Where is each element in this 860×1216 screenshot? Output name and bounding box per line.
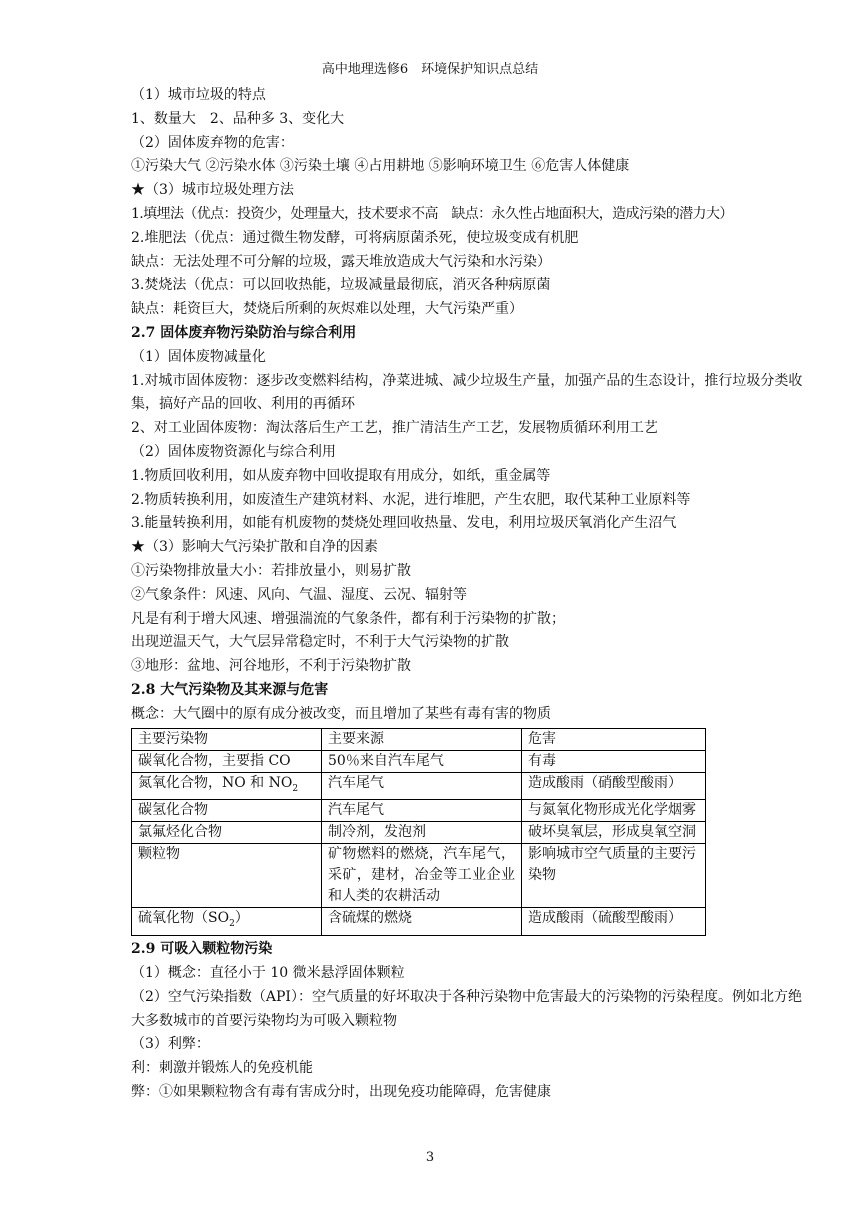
text-line: 2.堆肥法（优点：通过微生物发酵，可将病原菌杀死，使垃圾变成有机肥: [131, 229, 579, 246]
text-line: （1）城市垃圾的特点: [131, 87, 266, 103]
table-cell-text: 硫氧化物（SO: [138, 910, 230, 927]
text-line: 缺点：无法处理不可分解的垃圾，露天堆放造成大气污染和水污染）: [131, 253, 551, 270]
table-cell: 含硫煤的燃烧: [322, 908, 522, 936]
concept-line: 概念：大气圈中的原有成分被改变，而且增加了某些有毒有害的物质: [131, 705, 551, 722]
table-cell: 汽车尾气: [322, 800, 522, 822]
text-line: 1.填埋法（优点：投资少，处理量大，技术要求不高 缺点：永久性占地面积大，造成污染的潜力大）: [131, 205, 733, 222]
text-line: 出现逆温天气，大气层异常稳定时，不利于大气污染物的扩散: [131, 634, 509, 651]
text-line: ①污染大气 ②污染水体 ③污染土壤 ④占用耕地 ⑤影响环境卫生 ⑥危害人体健康: [131, 158, 630, 175]
section-heading-2-8: 2.8 大气污染物及其来源与危害: [131, 681, 329, 698]
text-line: 缺点：耗资巨大，焚烧后所剩的灰烬难以处理，大气污染严重）: [131, 301, 523, 318]
text-line: ★（3）影响大气污染扩散和自净的因素: [131, 539, 378, 556]
text-line: （1）概念：直径小于 10 微米悬浮固体颗粒: [131, 964, 405, 981]
subscript: 2: [292, 783, 299, 794]
page-number: 3: [425, 1150, 435, 1165]
table-header-cell: 危害: [522, 728, 706, 750]
table-cell-text: 氮氧化合物，NO 和 NO: [138, 774, 293, 791]
text-line: 2、对工业固体废物：淘汰落后生产工艺，推广清洁生产工艺，发展物质循环利用工艺: [131, 420, 658, 437]
subscript: 2: [229, 919, 235, 930]
table-cell: 造成酸雨（硝酸型酸雨）: [522, 772, 706, 800]
text-line: （2）空气污染指数（API）：空气质量的好坏取决于各种污染物中危害最大的污染物的污染程度。例如北方绝大多数城市的首要污染物均为可吸入颗粒物: [131, 988, 802, 1029]
text-line: 1.对城市固体废物：逐步改变燃料结构，净菜进城、减少垃圾生产量，加强产品的生态设计，推行垃圾分类收集，搞好产品的回收、利用的再循环: [131, 372, 803, 413]
table-cell: 氯氟烃化合物: [132, 822, 322, 844]
table-row: [132, 822, 706, 844]
table-header-row: [132, 728, 706, 750]
table-row: [132, 750, 706, 772]
text-line: （1）固体废物减量化: [131, 348, 266, 365]
table-cell: [132, 772, 322, 800]
text-line: 1.物质回收利用，如从废弃物中回收提取有用成分，如纸，重金属等: [131, 467, 551, 484]
table-row: [132, 772, 706, 800]
table-cell: 颗粒物: [132, 844, 322, 908]
table-header-cell: 主要来源: [322, 728, 522, 750]
section-heading-2-9: 2.9 可吸入颗粒物污染: [131, 941, 273, 958]
text-line: 2.物质转换利用，如废渣生产建筑材料、水泥，进行堆肥，产生农肥，取代某种工业原料等: [131, 491, 691, 508]
table-cell: [132, 908, 322, 936]
table-cell-text: ）: [234, 910, 249, 927]
table-cell: 造成酸雨（硫酸型酸雨）: [522, 908, 706, 936]
table-header-cell: 主要污染物: [132, 728, 322, 750]
table-cell: 破坏臭氧层，形成臭氧空洞: [522, 822, 706, 844]
text-line: ①污染物排放量大小：若排放量小，则易扩散: [131, 562, 411, 579]
text-line: 利：刺激并锻炼人的免疫机能: [131, 1060, 313, 1077]
text-line: ★（3）城市垃圾处理方法: [131, 182, 294, 199]
table-cell: 50％来自汽车尾气: [322, 750, 522, 772]
table-cell: 影响城市空气质量的主要污染物: [522, 844, 706, 908]
text-line: 弊：①如果颗粒物含有毒有害成分时，出现免疫功能障碍，危害健康: [131, 1083, 551, 1100]
text-line: ②气象条件：风速、风向、气温、湿度、云况、辐射等: [131, 586, 467, 603]
text-line: （2）固体废弃物的危害：: [131, 134, 294, 151]
table-row: [132, 844, 706, 908]
pollutant-table: [131, 728, 706, 937]
table-cell: 矿物燃料的燃烧，汽车尾气，采矿，建材，冶金等工业企业和人类的农耕活动: [322, 844, 522, 908]
table-cell: 汽车尾气: [322, 772, 522, 800]
text-line: （3）利弊：: [131, 1036, 210, 1053]
table-cell: 碳氧化合物，主要指 CO: [132, 750, 322, 772]
text-line: （2）固体废物资源化与综合利用: [131, 443, 336, 460]
table-row: [132, 800, 706, 822]
table-cell: 有毒: [522, 750, 706, 772]
table-cell: 碳氢化合物: [132, 800, 322, 822]
text-line: 凡是有利于增大风速、增强湍流的气象条件，都有利于污染物的扩散；: [131, 610, 565, 627]
text-line: 3.焚烧法（优点：可以回收热能，垃圾减量最彻底，消灭各种病原菌: [131, 277, 551, 294]
text-line: 1、数量大 2、品种多 3、变化大: [131, 110, 345, 127]
section-heading-2-7: 2.7 固体废弃物污染防治与综合利用: [131, 324, 357, 341]
document-body: [131, 84, 811, 1105]
page-header: 高中地理选修6 环境保护知识点总结: [321, 62, 539, 77]
text-line: 3.能量转换利用，如能有机废物的焚烧处理回收热量、发电，利用垃圾厌氧消化产生沼气: [131, 515, 677, 532]
table-cell: 制冷剂，发泡剂: [322, 822, 522, 844]
table-cell: 与氮氧化物形成光化学烟雾: [522, 800, 706, 822]
table-row: [132, 908, 706, 936]
text-line: ③地形：盆地、河谷地形，不利于污染物扩散: [131, 658, 411, 675]
